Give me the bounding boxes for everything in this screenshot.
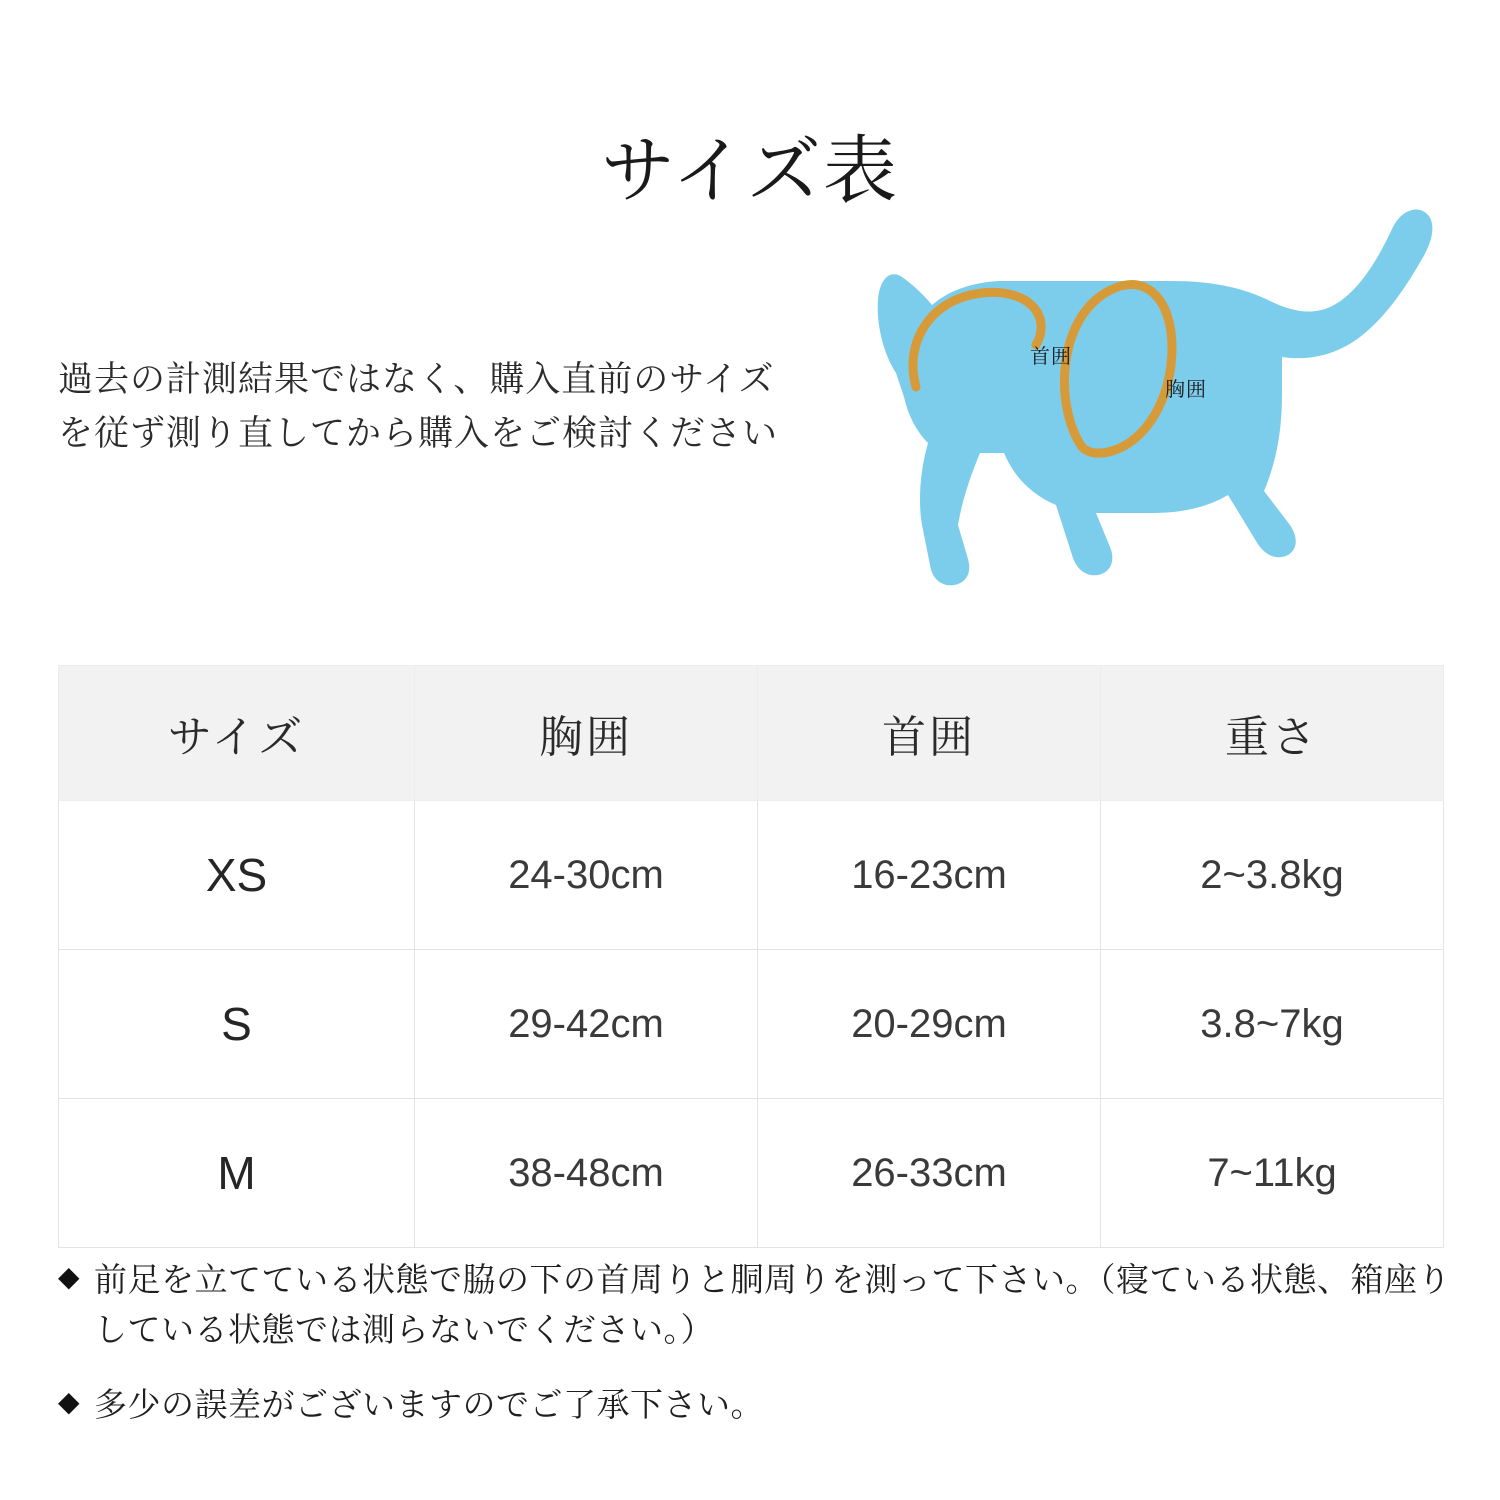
- note-item: [58, 1255, 1458, 1354]
- cell-size: S: [59, 950, 415, 1099]
- cell-weight: 7~11kg: [1101, 1099, 1444, 1248]
- note-item: [58, 1380, 1458, 1430]
- cell-chest: 24-30cm: [415, 801, 758, 950]
- diamond-bullet-icon: ◆: [58, 1386, 81, 1417]
- size-table: [58, 665, 1444, 1248]
- column-header-chest: 胸囲: [415, 666, 758, 801]
- notes-section: [58, 1255, 1458, 1456]
- cat-measurement-figure: [820, 195, 1460, 615]
- cell-size: XS: [59, 801, 415, 950]
- note-text: 前足を立てている状態で脇の下の首周りと胴周りを測って下さい。（寝ている状態、箱座りしている状態では測らないでください。）: [94, 1261, 1452, 1348]
- cat-silhouette-icon: [820, 195, 1460, 615]
- cell-size: M: [59, 1099, 415, 1248]
- cell-chest: 29-42cm: [415, 950, 758, 1099]
- diamond-bullet-icon: ◆: [58, 1261, 81, 1292]
- page-title: サイズ表: [600, 128, 900, 212]
- cell-chest: 38-48cm: [415, 1099, 758, 1248]
- column-header-neck: 首囲: [758, 666, 1101, 801]
- table-row: [59, 1099, 1444, 1248]
- chest-measure-label: 胸囲: [1165, 379, 1207, 401]
- cell-weight: 2~3.8kg: [1101, 801, 1444, 950]
- cell-neck: 20-29cm: [758, 950, 1101, 1099]
- table-header-row: [59, 666, 1444, 801]
- cell-weight: 3.8~7kg: [1101, 950, 1444, 1099]
- intro-text: 過去の計測結果ではなく、購入直前のサイズを従ず測り直してから購入をご検討ください: [58, 360, 779, 454]
- table-row: [59, 801, 1444, 950]
- column-header-size: サイズ: [59, 666, 415, 801]
- column-header-weight: 重さ: [1101, 666, 1444, 801]
- neck-measure-label: 首囲: [1030, 346, 1072, 368]
- note-text: 多少の誤差がございますのでご了承下さい。: [94, 1386, 765, 1423]
- cell-neck: 16-23cm: [758, 801, 1101, 950]
- cell-neck: 26-33cm: [758, 1099, 1101, 1248]
- table-row: [59, 950, 1444, 1099]
